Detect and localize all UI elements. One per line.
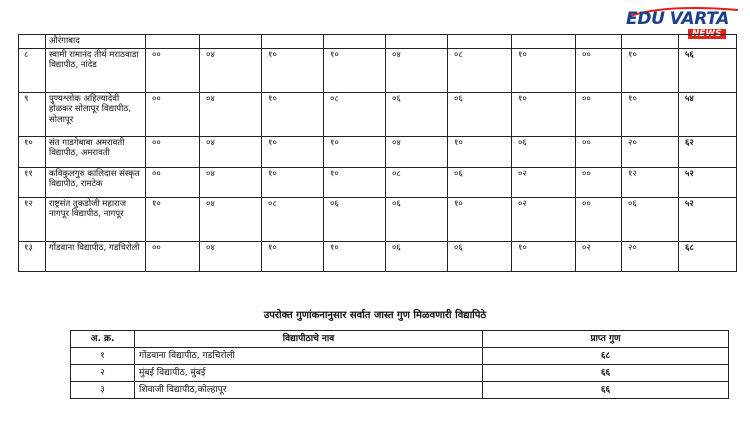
table-row: [19, 35, 737, 49]
score-cell: ०४: [200, 48, 262, 92]
table-row: [19, 197, 737, 241]
score-cell: ००: [576, 167, 622, 197]
table-row: [19, 48, 737, 92]
score-cell: १०: [448, 197, 512, 241]
table-row: [71, 348, 729, 365]
score-cell: ००: [146, 92, 200, 136]
logo-edu-text: EDU: [626, 9, 665, 29]
score-cell: १०: [622, 92, 679, 136]
score-cell: १०: [262, 48, 324, 92]
score-cell: ०६: [622, 197, 679, 241]
score-cell: १०: [448, 136, 512, 167]
score-cell: ०२: [512, 197, 576, 241]
score-cell: ००: [576, 92, 622, 136]
score-cell: ०६: [448, 92, 512, 136]
score-cell: ०६: [386, 197, 448, 241]
rank-serial: १: [71, 348, 135, 365]
score-cell: ०२: [576, 241, 622, 271]
row-university-name: स्वामी रामानंद तीर्थ मराठवाडा विद्यापीठ, नांदेड: [46, 48, 146, 92]
rank-university-name: शिवाजी विद्यापीठ,कोल्हापूर: [135, 382, 483, 399]
total-score-cell: ५२: [679, 167, 737, 197]
score-cell: १०: [324, 48, 386, 92]
row-university-name: गोंडवाना विद्यापीठ, गडचिरोली: [46, 241, 146, 271]
scores-table: [18, 34, 737, 272]
row-university-name: राष्ट्रसंत तुकडोजी महाराज नागपूर विद्यापीठ, नागपूर: [46, 197, 146, 241]
row-serial: १३: [19, 241, 46, 271]
score-cell: ०८: [448, 48, 512, 92]
score-cell: ०४: [200, 197, 262, 241]
score-cell: १०: [262, 241, 324, 271]
row-university-name: पुण्यश्लोक अहिल्यादेवी होळकर सोलापूर विद्यापीठ, सोलापूर: [46, 92, 146, 136]
score-cell: १०: [512, 48, 576, 92]
score-cell: १२: [622, 167, 679, 197]
rank-score: ६६: [483, 382, 729, 399]
total-score-cell: ५६: [679, 48, 737, 92]
score-cell: २०: [622, 241, 679, 271]
rank-university-name: गोंडवाना विद्यापीठ, गडचिरोली: [135, 348, 483, 365]
score-cell: १०: [622, 48, 679, 92]
table-row: [71, 382, 729, 399]
top-universities-table: [70, 330, 729, 399]
header-serial: अ. क्र.: [71, 331, 135, 348]
score-cell: ०६: [324, 197, 386, 241]
logo-wordmark: [626, 10, 729, 28]
score-cell: ०४: [200, 167, 262, 197]
row-university-name: संत गाडगेबाबा अमरावती विद्यापीठ, अमरावती: [46, 136, 146, 167]
row-serial: १२: [19, 197, 46, 241]
row-name-continuation: औरंगाबाद: [46, 35, 146, 49]
score-cell: ०६: [448, 241, 512, 271]
score-cell: ००: [146, 241, 200, 271]
score-cell: ०४: [200, 136, 262, 167]
score-cell: १०: [324, 136, 386, 167]
score-cell: ०४: [386, 136, 448, 167]
logo-varta-text: VARTA: [669, 9, 730, 29]
score-cell: ०४: [386, 48, 448, 92]
row-university-name: कविकुलगुरु कालिदास संस्कृत विद्यापीठ, रामटेक: [46, 167, 146, 197]
section-heading: उपरोक्त गुणांकनानुसार सर्वात जास्त गुण मिळवणारी विद्यापिठे: [263, 310, 487, 321]
score-cell: ००: [576, 136, 622, 167]
score-cell: ००: [146, 48, 200, 92]
table-row: [19, 167, 737, 197]
table-row: [19, 136, 737, 167]
row-serial: ८: [19, 48, 46, 92]
rank-score: ६६: [483, 365, 729, 382]
total-score-cell: ५२: [679, 197, 737, 241]
row-serial: ९: [19, 92, 46, 136]
score-cell: ००: [576, 48, 622, 92]
score-cell: १०: [512, 241, 576, 271]
row-serial: ११: [19, 167, 46, 197]
score-cell: १०: [324, 241, 386, 271]
total-score-cell: ५४: [679, 92, 737, 136]
score-cell: ०६: [448, 167, 512, 197]
table-header-row: [71, 331, 729, 348]
score-cell: १०: [512, 92, 576, 136]
logo-news-badge: NEWS: [688, 29, 726, 39]
score-cell: ००: [146, 136, 200, 167]
total-score-cell: ६२: [679, 136, 737, 167]
total-score-cell: ६८: [679, 241, 737, 271]
score-cell: ०६: [386, 241, 448, 271]
rank-serial: ३: [71, 382, 135, 399]
table-row: [71, 365, 729, 382]
score-cell: ००: [576, 197, 622, 241]
table-row: [19, 241, 737, 271]
score-cell: ००: [146, 167, 200, 197]
score-cell: ०८: [324, 92, 386, 136]
score-cell: १०: [262, 167, 324, 197]
score-cell: १०: [324, 167, 386, 197]
header-university-name: विद्यापीठाचे नाव: [135, 331, 483, 348]
rank-score: ६८: [483, 348, 729, 365]
score-cell: ०४: [200, 241, 262, 271]
rank-serial: २: [71, 365, 135, 382]
score-cell: ०८: [386, 167, 448, 197]
score-cell: ०६: [386, 92, 448, 136]
score-cell: १०: [146, 197, 200, 241]
score-cell: ०८: [262, 197, 324, 241]
header-score: प्राप्त गुण: [483, 331, 729, 348]
score-cell: १०: [262, 92, 324, 136]
score-cell: ०६: [512, 136, 576, 167]
score-cell: ०४: [200, 92, 262, 136]
score-cell: १०: [262, 136, 324, 167]
score-cell: ०२: [512, 167, 576, 197]
table-row: [19, 92, 737, 136]
score-cell: २०: [622, 136, 679, 167]
rank-university-name: मुंबई विद्यापीठ, मुंबई: [135, 365, 483, 382]
row-serial: १०: [19, 136, 46, 167]
